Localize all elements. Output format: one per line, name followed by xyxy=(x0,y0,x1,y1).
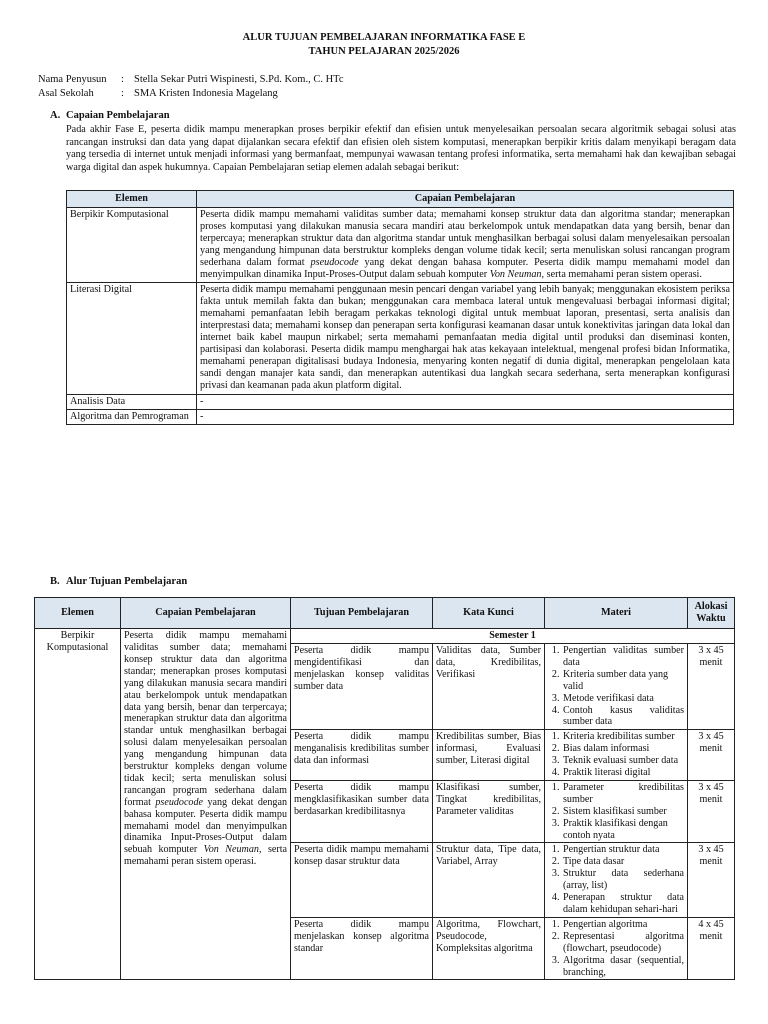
table-header-row xyxy=(35,598,735,629)
materi-cell xyxy=(545,917,688,980)
alokasi-cell: 4 x 45 menit xyxy=(688,917,735,980)
tujuan-cell: Peserta didik mampu mengklasifikasikan sumber data berdasarkan kredibilitasnya xyxy=(291,780,433,843)
meta-label: Nama Penyusun xyxy=(38,74,107,85)
list-item: 1. Pengertian struktur data xyxy=(562,844,684,856)
materi-list xyxy=(548,919,684,979)
table-row xyxy=(67,409,734,424)
materi-cell xyxy=(545,730,688,781)
header-elemen: Elemen xyxy=(67,191,197,208)
tujuan-cell: Peserta didik mampu memahami konsep dasar struktur data xyxy=(291,843,433,917)
list-item: 4. Contoh kasus validitas sumber data xyxy=(562,705,684,729)
title-line-1: ALUR TUJUAN PEMBELAJARAN INFORMATIKA FASE E xyxy=(242,32,526,43)
cp-text: , serta memahami peran sistem operasi. xyxy=(124,844,287,868)
list-item: 2. Tipe data dasar xyxy=(562,856,684,868)
meta-separator: : xyxy=(121,87,124,99)
header-capaian: Capaian Pembelajaran xyxy=(197,191,734,208)
table-row xyxy=(67,394,734,409)
header-tujuan: Tujuan Pembelajaran xyxy=(291,598,433,629)
materi-list xyxy=(548,645,684,728)
section-a-intro: Pada akhir Fase E, peserta didik mampu menerapkan proses berpikir efektif dan efisien untuk menyelesaikan persoalan secara algoritmik sebagai solusi atas rancangan instruksi dan data yang dapat dijalankan secara efektif dan efisien oleh sistem komputasi, menerapkan berpikir kritis dalam menyikapi beragam data yang tersedia di internet untuk menjadi informasi yang bermanfaat, mempunyai wawasan tentang profesi informatika, serta memahami hak dan kewajiban sebagai warga digital dan aspek hukumnya. Capaian Pembelajaran setiap elemen adalah sebagai berikut: xyxy=(66,124,736,173)
cp-text: Peserta didik mampu memahami validitas sumber data; memahami konsep struktur data dan algoritma standar; menerapkan proses komputasi yang dilakukan manusia secara mandiri atau berkelompok untuk mendapatkan data yang bersih, benar dan terpercaya; menerapkan struktur data dan algoritma standar untuk menghasilkan berbagai solusi dalam menyelesaikan persoalan yang mengandung himpunan data berstruktur kompleks dengan volume tidak kecil; serta menuliskan solusi rancangan program sederhana dalam format xyxy=(200,209,730,269)
meta-value: SMA Kristen Indonesia Magelang xyxy=(134,87,278,99)
author-info xyxy=(38,73,344,100)
materi-list xyxy=(548,844,684,915)
capaian-cell xyxy=(197,208,734,283)
kata-kunci-cell: Klasifikasi sumber, Tingkat kredibilitas, Parameter validitas xyxy=(433,780,545,843)
list-item: 2. Sistem klasifikasi sumber xyxy=(562,806,684,818)
list-item: 4. Praktik literasi digital xyxy=(562,767,684,779)
header-elemen: Elemen xyxy=(35,598,121,629)
cp-text: yang dekat dengan bahasa komputer. Peserta didik mampu memahami model dan menyimpulkan dinamika Input-Proses-Output dalam sebuah komputer xyxy=(124,796,287,856)
section-title: Alur Tujuan Pembelajaran xyxy=(66,576,188,587)
materi-cell xyxy=(545,643,688,729)
tujuan-cell: Peserta didik mampu menganalisis kredibilitas sumber data dan informasi xyxy=(291,730,433,781)
kata-kunci-cell: Struktur data, Tipe data, Variabel, Array xyxy=(433,843,545,917)
list-item: 3. Metode verifikasi data xyxy=(562,693,684,705)
section-letter: B. xyxy=(50,576,60,587)
cp-emphasis: Von Neuman xyxy=(203,844,259,856)
cp-text: Peserta didik mampu memahami validitas sumber data; memahami konsep struktur data dan algoritma standar; menerapkan proses komputasi yang dilakukan manusia secara mandiri atau berkelompok untuk mendapatkan data yang bersih, benar dan terpercaya; menerapkan struktur data dan algoritma standar untuk menghasilkan berbagai solusi dalam menyelesaikan persoalan yang mengandung himpunan data berstruktur kompleks dengan volume tidak kecil; serta menuliskan solusi rancangan program sederhana dalam format xyxy=(124,630,287,808)
materi-list xyxy=(548,731,684,779)
list-item: 2. Bias dalam informasi xyxy=(562,743,684,755)
header-capaian: Capaian Pembelajaran xyxy=(121,598,291,629)
alokasi-cell: 3 x 45 menit xyxy=(688,730,735,781)
section-title: Capaian Pembelajaran xyxy=(66,110,170,121)
alokasi-cell: 3 x 45 menit xyxy=(688,643,735,729)
elemen-cell: Berpikir Komputasional xyxy=(67,208,197,283)
cp-emphasis: Von Neuman xyxy=(489,269,542,281)
list-item: 1. Pengertian algoritma xyxy=(562,919,684,931)
elemen-cell: Algoritma dan Pemrograman xyxy=(67,409,197,424)
list-item: 4. Penerapan struktur data dalam kehidupan sehari-hari xyxy=(562,892,684,916)
kata-kunci-cell: Kredibilitas sumber, Bias informasi, Evaluasi sumber, Literasi digital xyxy=(433,730,545,781)
elemen-cell: Analisis Data xyxy=(67,394,197,409)
list-item: 1. Kriteria kredibilitas sumber xyxy=(562,731,684,743)
list-item: 2. Representasi algoritma (flowchart, pseudocode) xyxy=(562,931,684,955)
cp-emphasis: pseudocode xyxy=(310,257,359,269)
capaian-cell: - xyxy=(197,394,734,409)
atp-table xyxy=(34,597,735,980)
list-item: 2. Kriteria sumber data yang valid xyxy=(562,669,684,693)
materi-cell xyxy=(545,843,688,917)
header-materi: Materi xyxy=(545,598,688,629)
header-kata-kunci: Kata Kunci xyxy=(433,598,545,629)
kata-kunci-cell: Algoritma, Flowchart, Pseudocode, Kompleksitas algoritma xyxy=(433,917,545,980)
kata-kunci-cell: Validitas data, Sumber data, Kredibilitas, Verifikasi xyxy=(433,643,545,729)
capaian-table xyxy=(66,190,734,425)
capaian-cell xyxy=(121,629,291,980)
meta-label: Asal Sekolah xyxy=(38,87,94,99)
tujuan-cell: Peserta didik mampu menjelaskan konsep algoritma standar xyxy=(291,917,433,980)
list-item: 3. Algoritma dasar (sequential, branching, xyxy=(562,955,684,979)
tujuan-cell: Peserta didik mampu mengidentifikasi dan menjelaskan konsep validitas sumber data xyxy=(291,643,433,729)
table-row xyxy=(35,629,735,644)
section-letter: A. xyxy=(50,110,61,121)
meta-value: Stella Sekar Putri Wispinesti, S.Pd. Kom., C. HTc xyxy=(134,74,344,85)
cp-text: , serta memahami peran sistem operasi. xyxy=(541,269,702,281)
table-row xyxy=(67,208,734,283)
section-capaian xyxy=(50,110,736,174)
title-line-2: TAHUN PELAJARAN 2025/2026 xyxy=(308,45,460,57)
list-item: 3. Teknik evaluasi sumber data xyxy=(562,755,684,767)
meta-row-school xyxy=(38,87,344,101)
table-header-row xyxy=(67,191,734,208)
meta-separator: : xyxy=(121,74,124,85)
header-alokasi: Alokasi Waktu xyxy=(688,598,735,629)
list-item: 1. Parameter kredibilitas sumber xyxy=(562,782,684,806)
semester-label: Semester 1 xyxy=(291,629,735,644)
document-title xyxy=(0,31,768,58)
elemen-cell: Literasi Digital xyxy=(67,283,197,394)
materi-list xyxy=(548,782,684,842)
meta-row-author xyxy=(38,73,344,87)
alokasi-cell: 3 x 45 menit xyxy=(688,843,735,917)
list-item: 3. Struktur data sederhana (array, list) xyxy=(562,868,684,892)
section-a-heading xyxy=(50,110,736,122)
list-item: 1. Pengertian validitas sumber data xyxy=(562,645,684,669)
elemen-cell: Berpikir Komputasional xyxy=(35,629,121,980)
alokasi-cell: 3 x 45 menit xyxy=(688,780,735,843)
capaian-cell: - xyxy=(197,409,734,424)
capaian-cell: Peserta didik mampu memahami penggunaan mesin pencari dengan variabel yang lebih banyak; menggunakan ekosistem periksa fakta untuk memilah fakta dan bukan; menggunakan cara membaca lateral untuk mengevaluasi berbagai informasi digital; memahami pemanfaatan lebih beragam perkakas teknologi digital untuk membuat laporan, presentasi, serta analisis dan interprestasi data; memahami konsep dan penerapan serta konfigurasi keamanan dasar untuk konektivitas jaringan data lokal dan internet baik kabel maupun nirkabel; serta memahami pemanfaatan media digital until produksi dan diseminasi konten, partisipasi dan kolaborasi. Peserta didik mampu menghargai hak atas kekayaan intelektual, mengenal profesi bidan Informatika, memahami penerapan digitalisasi budaya Indonesia, menyaring konten negatif di dunia digital, menerapkan pengelolaan kata sandi dengan manajer kata sandi, dan menerapkan autentikasi dua langkah secara sederhana, serta menerapkan konfigurasi privasi dan keamanan pada akun platform digital. xyxy=(197,283,734,394)
list-item: 3. Praktik klasifikasi dengan contoh nyata xyxy=(562,818,684,842)
cp-emphasis: pseudocode xyxy=(155,796,204,808)
cp-text: yang dekat dengan bahasa komputer. Peserta didik mampu memahami model dan menyimpulkan dinamika Input-Proses-Output dalam sebuah komputer xyxy=(200,257,730,281)
section-b-heading xyxy=(50,576,187,588)
materi-cell xyxy=(545,780,688,843)
table-row xyxy=(67,283,734,394)
